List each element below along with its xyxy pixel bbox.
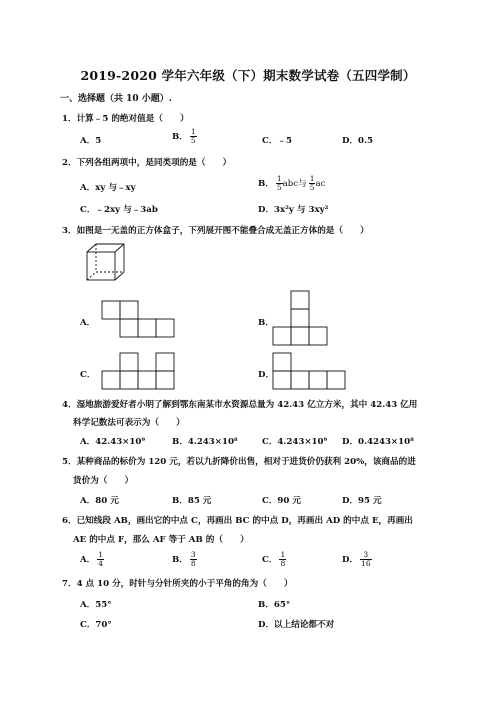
q7-option-d: D．以上结论都不对 bbox=[258, 620, 335, 630]
question-6-stem-line-2: AE 的中点 F，那么 AF 等于 AB 的（ ） bbox=[73, 535, 249, 545]
q2-option-c: C．﹣2xy 与﹣3ab bbox=[80, 205, 158, 215]
question-2-stem: 2．下列各组两项中，是同类项的是（ ） bbox=[62, 158, 232, 168]
q5-option-d: D．95 元 bbox=[342, 496, 382, 506]
question-6-stem-line-1: 6．已知线段 AB，画出它的中点 C，再画出 BC 的中点 D，再画出 AD 的中点 E，再画出 bbox=[62, 516, 413, 526]
q3-option-a: A． bbox=[80, 318, 96, 328]
q6-option-b: B． $\frac{3}{8}$ bbox=[172, 550, 196, 568]
q2-option-b: B． $\frac{1}{5}$ abc与 $\frac{1}{5}$ ac bbox=[258, 174, 326, 192]
q7-option-b: B．65° bbox=[258, 600, 291, 610]
open-cube-figure bbox=[86, 243, 126, 283]
q3-net-a-figure bbox=[101, 300, 181, 340]
q2-option-a: A．xy 与﹣xy bbox=[80, 183, 136, 193]
q7-option-a: A．55° bbox=[80, 600, 112, 610]
page-title: 2019-2020 学年六年级（下）期末数学试卷（五四学制） bbox=[80, 68, 416, 83]
question-4-stem-line-2: 科学记数法可表示为（ ） bbox=[73, 418, 185, 428]
q1-option-d: D．0.5 bbox=[342, 136, 373, 146]
question-5-stem-line-1: 5．某种商品的标价为 120 元，若以九折降价出售，相对于进货价仍获利 20%，该商品的进 bbox=[62, 457, 416, 467]
q4-option-d: D．0.4243×10⁸ bbox=[342, 437, 414, 447]
q3-net-d-figure bbox=[272, 352, 352, 392]
question-7-stem: 7．4 点 10 分，时针与分针所夹的小于平角的角为（ ） bbox=[62, 579, 293, 589]
q1-option-a: A．5 bbox=[80, 136, 102, 146]
q1-option-b: B． $\frac{1}{5}$ bbox=[172, 127, 196, 145]
question-4-stem-line-1: 4．湿地旅游爱好者小明了解到鄂东南某市水资源总量为 42.43 亿立方米，其中 42.43 亿用 bbox=[62, 400, 418, 410]
q6-option-a: A． $\frac{1}{4}$ bbox=[80, 550, 104, 568]
q5-option-a: A．80 元 bbox=[80, 496, 119, 506]
question-5-stem-line-2: 货价为（ ） bbox=[73, 476, 134, 486]
q3-option-b: B． bbox=[258, 318, 274, 328]
q2-option-d: D．3x²y 与 3xy² bbox=[258, 205, 329, 215]
question-3-stem: 3．如图是一无盖的正方体盒子，下列展开图不能叠合成无盖正方体的是（ ） bbox=[62, 226, 369, 236]
q6-option-c: C． $\frac{1}{8}$ bbox=[262, 550, 286, 568]
q3-option-d: D． bbox=[258, 370, 275, 380]
q4-option-a: A．42.43×10⁹ bbox=[80, 437, 146, 447]
q5-option-b: B．85 元 bbox=[172, 496, 212, 506]
section-heading: 一、选择题（共 10 小题）. bbox=[60, 94, 172, 104]
q3-net-c-figure bbox=[101, 352, 181, 392]
q3-net-b-figure bbox=[272, 290, 332, 350]
q7-option-c: C．70° bbox=[80, 620, 112, 630]
question-1-stem: 1．计算﹣5 的绝对值是（ ） bbox=[62, 114, 189, 124]
q1-option-b-fraction: $\frac{1}{5}$ bbox=[190, 127, 196, 145]
q5-option-c: C．90 元 bbox=[262, 496, 301, 506]
q1-option-c: C．﹣5 bbox=[262, 136, 293, 146]
q4-option-c: C．4.243×10⁹ bbox=[262, 437, 328, 447]
q6-option-d: D． $\frac{3}{16}$ bbox=[342, 550, 371, 568]
q3-option-c: C． bbox=[80, 370, 96, 380]
q4-option-b: B．4.243×10⁸ bbox=[172, 437, 238, 447]
